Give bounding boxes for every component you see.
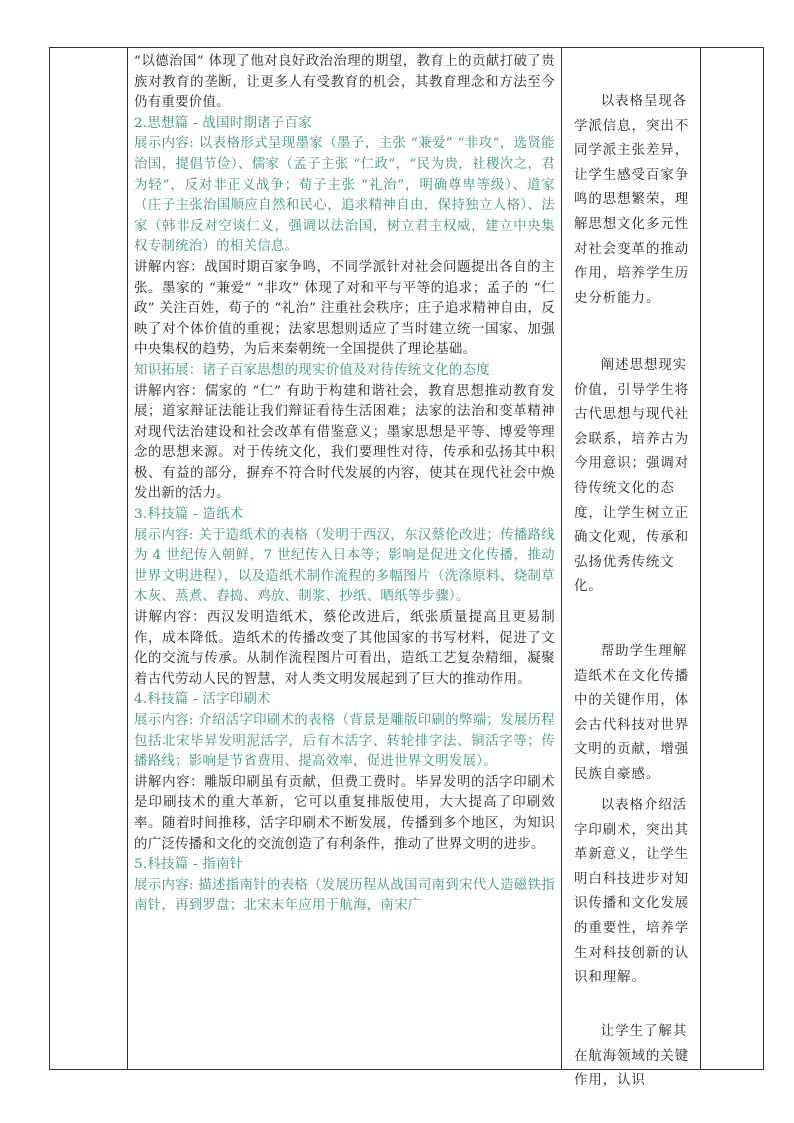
note-paper-text: 帮助学生理解造纸术在文化传播中的关键作用，体会古代科技对世界文明的贡献，增强民族自豪感。: [574, 644, 690, 782]
show-content-paper: 展示内容: 关于造纸术的表格（发明于西汉，东汉蔡伦改进；传播路线为 4 世纪传入朝鲜，7 世纪传入日本等；影响是促进文化传播，推动世界文明进程），以及造纸术制作流程的多幅图片（洗涤原料、烧制草木灰、蒸煮、舂捣、鸡放、制浆、抄纸、晒纸等步骤）。: [134, 527, 555, 605]
show-content-printing: 展示内容: 介绍活字印刷术的表格（背景是雕版印刷的弊端；发展历程包括北宋毕昇发明泥活字，后有木活字、转轮排字法、铜活字等；传播路线；影响是节省费用、提高效率，促进世界文明发展）。: [134, 713, 555, 770]
note-compass-text: 让学生了解其在航海领域的关键作用，认识: [574, 1024, 690, 1089]
section-title-printing: 4.科技篇 - 活字印刷术: [134, 692, 271, 708]
note-values-text: 阐述思想现实价值，引导学生将古代思想与现代社会联系，培养古为今用意识；强调对待传统文化的态度，让学生树立正确文化观，传承和弘扬优秀传统文化。: [574, 358, 690, 595]
explain-content-extension: 讲解内容：儒家的 “仁” 有助于构建和谐社会，教育思想推动教育发展；道家辩证法能让我们辩证看待生活困难；法家的法治和变革精神对现代法治建设和社会改革有借鉴意义；墨家思想是平等、博爱等理念的思想来源。对于传统文化，我们要理性对待，传承和弘扬其中积极、有益的部分，摒弃不符合时代发展的内容，使其在现代社会中焕发出新的活力。: [134, 383, 555, 502]
note-values: [574, 354, 692, 600]
section-title-compass: 5.科技篇 - 指南针: [134, 857, 244, 873]
explain-content-thought: 讲解内容：战国时期百家争鸣，不同学派针对社会问题提出各自的主张。墨家的 “兼爱” “非攻” 体现了对和平与平等的追求；孟子的 “仁政” 关注百姓，荀子的 “礼治” 注重社会秩序；庄子追求精神自由，反映了对个体价值的重视；法家思想则适应了当时建立统一国家、加强中央集权的趋势，为后来秦朝统一全国提供了理论基础。: [134, 259, 555, 358]
lesson-table: [49, 47, 764, 1089]
show-content-compass: 展示内容: 描述指南针的表格（发展历程从战国司南到宋代人造磁铁指南针，再到罗盘；北宋末年应用于航海，南宋广: [134, 877, 555, 914]
note-schools-text: 以表格呈现各学派信息，突出不同学派主张差异，让学生感受百家争鸣的思想繁荣，理解思想文化多元性对社会变革的推动作用，培养学生历史分析能力。: [574, 94, 690, 306]
explain-content-printing: 讲解内容：雕版印刷虽有贡献，但费工费时。毕昇发明的活字印刷术是印刷技术的重大革新，它可以重复排版使用，大大提高了印刷效率。随着时间推移，活字印刷术不断发展，传播到多个地区，为知识的广泛传播和文化的交流创造了有利条件，推动了世界文明的进步。: [134, 774, 555, 852]
remarks-column: [701, 48, 764, 1070]
note-schools: [574, 90, 692, 311]
note-paper: [574, 640, 692, 788]
intro-paragraph: “以德治国” 体现了他对良好政治治理的期望，教育上的贡献打破了贵族对教育的垄断，让更多人有受教育的机会，其教育理念和方法至今仍有重要价值。: [134, 54, 555, 111]
note-printing: [574, 794, 692, 991]
explain-content-paper: 讲解内容：西汉发明造纸术，蔡伦改进后，纸张质量提高且更易制作，成本降低。造纸术的传播改变了其他国家的书写材料，促进了文化的交流与传承。从制作流程图片可看出，造纸工艺复杂精细，凝聚着古代劳动人民的智慧，对人类文明发展起到了巨大的推动作用。: [134, 610, 555, 687]
knowledge-extension-title: 知识拓展：诸子百家思想的现实价值及对待传统文化的态度: [134, 362, 490, 378]
stage-column: [50, 48, 128, 1070]
note-compass: [574, 1020, 692, 1094]
section-title-thought: 2.思想篇 - 战国时期诸子百家: [134, 115, 312, 131]
show-content-thought: 展示内容: 以表格形式呈现墨家（墨子，主张 “兼爱” “非攻”，选贤能治国，提倡节俭）、儒家（孟子主张 “仁政”，“民为贵，社稷次之，君为轻”，反对非正义战争；荀子主张 “礼治”，明确尊卑等级）、道家（庄子主张治国顺应自然和民心，追求精神自由，保持独立人格）、法家（韩非反对空谈仁义，强调以法治国，树立君主权威，建立中央集权专制统治）的相关信息。: [134, 136, 555, 255]
section-title-paper: 3.科技篇 - 造纸术: [134, 507, 244, 523]
teaching-content-column: [128, 48, 562, 1070]
design-intent-column: [562, 48, 701, 1089]
note-printing-text: 以表格介绍活字印刷术，突出其革新意义，让学生明白科技进步对知识传播和文化发展的重要性，培养学生对科技创新的认识和理解。: [574, 798, 690, 986]
